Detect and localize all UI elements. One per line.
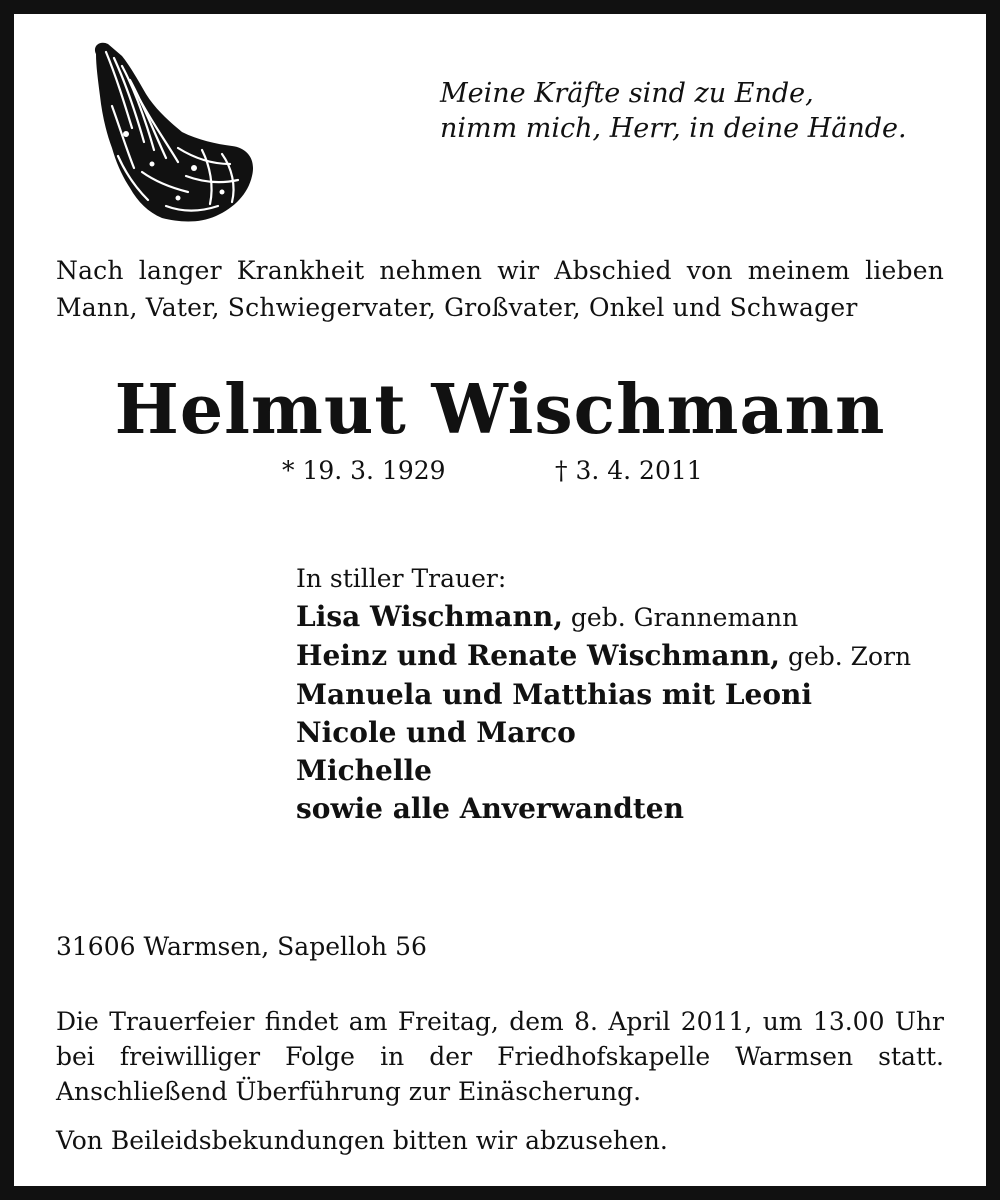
family-address: 31606 Warmsen, Sapelloh 56	[56, 932, 427, 961]
mourner-name: Heinz und Renate Wischmann,	[296, 639, 781, 672]
mourner-name: Manuela und Matthias mit Leoni	[296, 678, 813, 711]
mourner-note: geb. Zorn	[780, 642, 912, 671]
ceremony-paragraph: Die Trauerfeier findet am Freitag, dem 8. April 2011, um 13.00 Uhr bei freiwilliger Folge in der Friedhofskapelle Warmsen statt. Anschließend Überführung zur Einäscherung.	[56, 1007, 944, 1106]
mourner-name: Nicole und Marco	[296, 716, 576, 749]
death-date: † 3. 4. 2011	[555, 456, 703, 485]
mourner-note: geb. Grannemann	[562, 603, 799, 632]
intro-paragraph: Nach langer Krankheit nehmen wir Abschied von meinem lieben Mann, Vater, Schwiegervater, Großvater, Onkel und Schwager	[56, 256, 944, 322]
mourner-line	[296, 790, 976, 828]
mourner-line	[296, 752, 976, 790]
birth-date: * 19. 3. 1929	[282, 456, 446, 485]
mourner-line	[296, 714, 976, 752]
mourner-name: sowie alle Anverwandten	[296, 792, 684, 825]
mourners-label: In stiller Trauer:	[296, 564, 507, 593]
condolence-note: Von Beileidsbekundungen bitten wir abzusehen.	[56, 1126, 668, 1155]
mourner-line	[296, 637, 976, 676]
quote-line-1: Meine Kräfte sind zu Ende,	[440, 78, 814, 109]
mourners-list	[296, 560, 976, 828]
mourner-name: Lisa Wischmann,	[296, 600, 563, 633]
praying-hands-icon	[82, 36, 258, 232]
quote-line-2: nimm mich, Herr, in deine Hände.	[440, 113, 907, 144]
mourner-line	[296, 676, 976, 714]
quote-verse	[440, 76, 907, 146]
deceased-name: Helmut Wischmann	[114, 370, 886, 450]
mourner-name: Michelle	[296, 754, 432, 787]
mourner-line	[296, 598, 976, 637]
